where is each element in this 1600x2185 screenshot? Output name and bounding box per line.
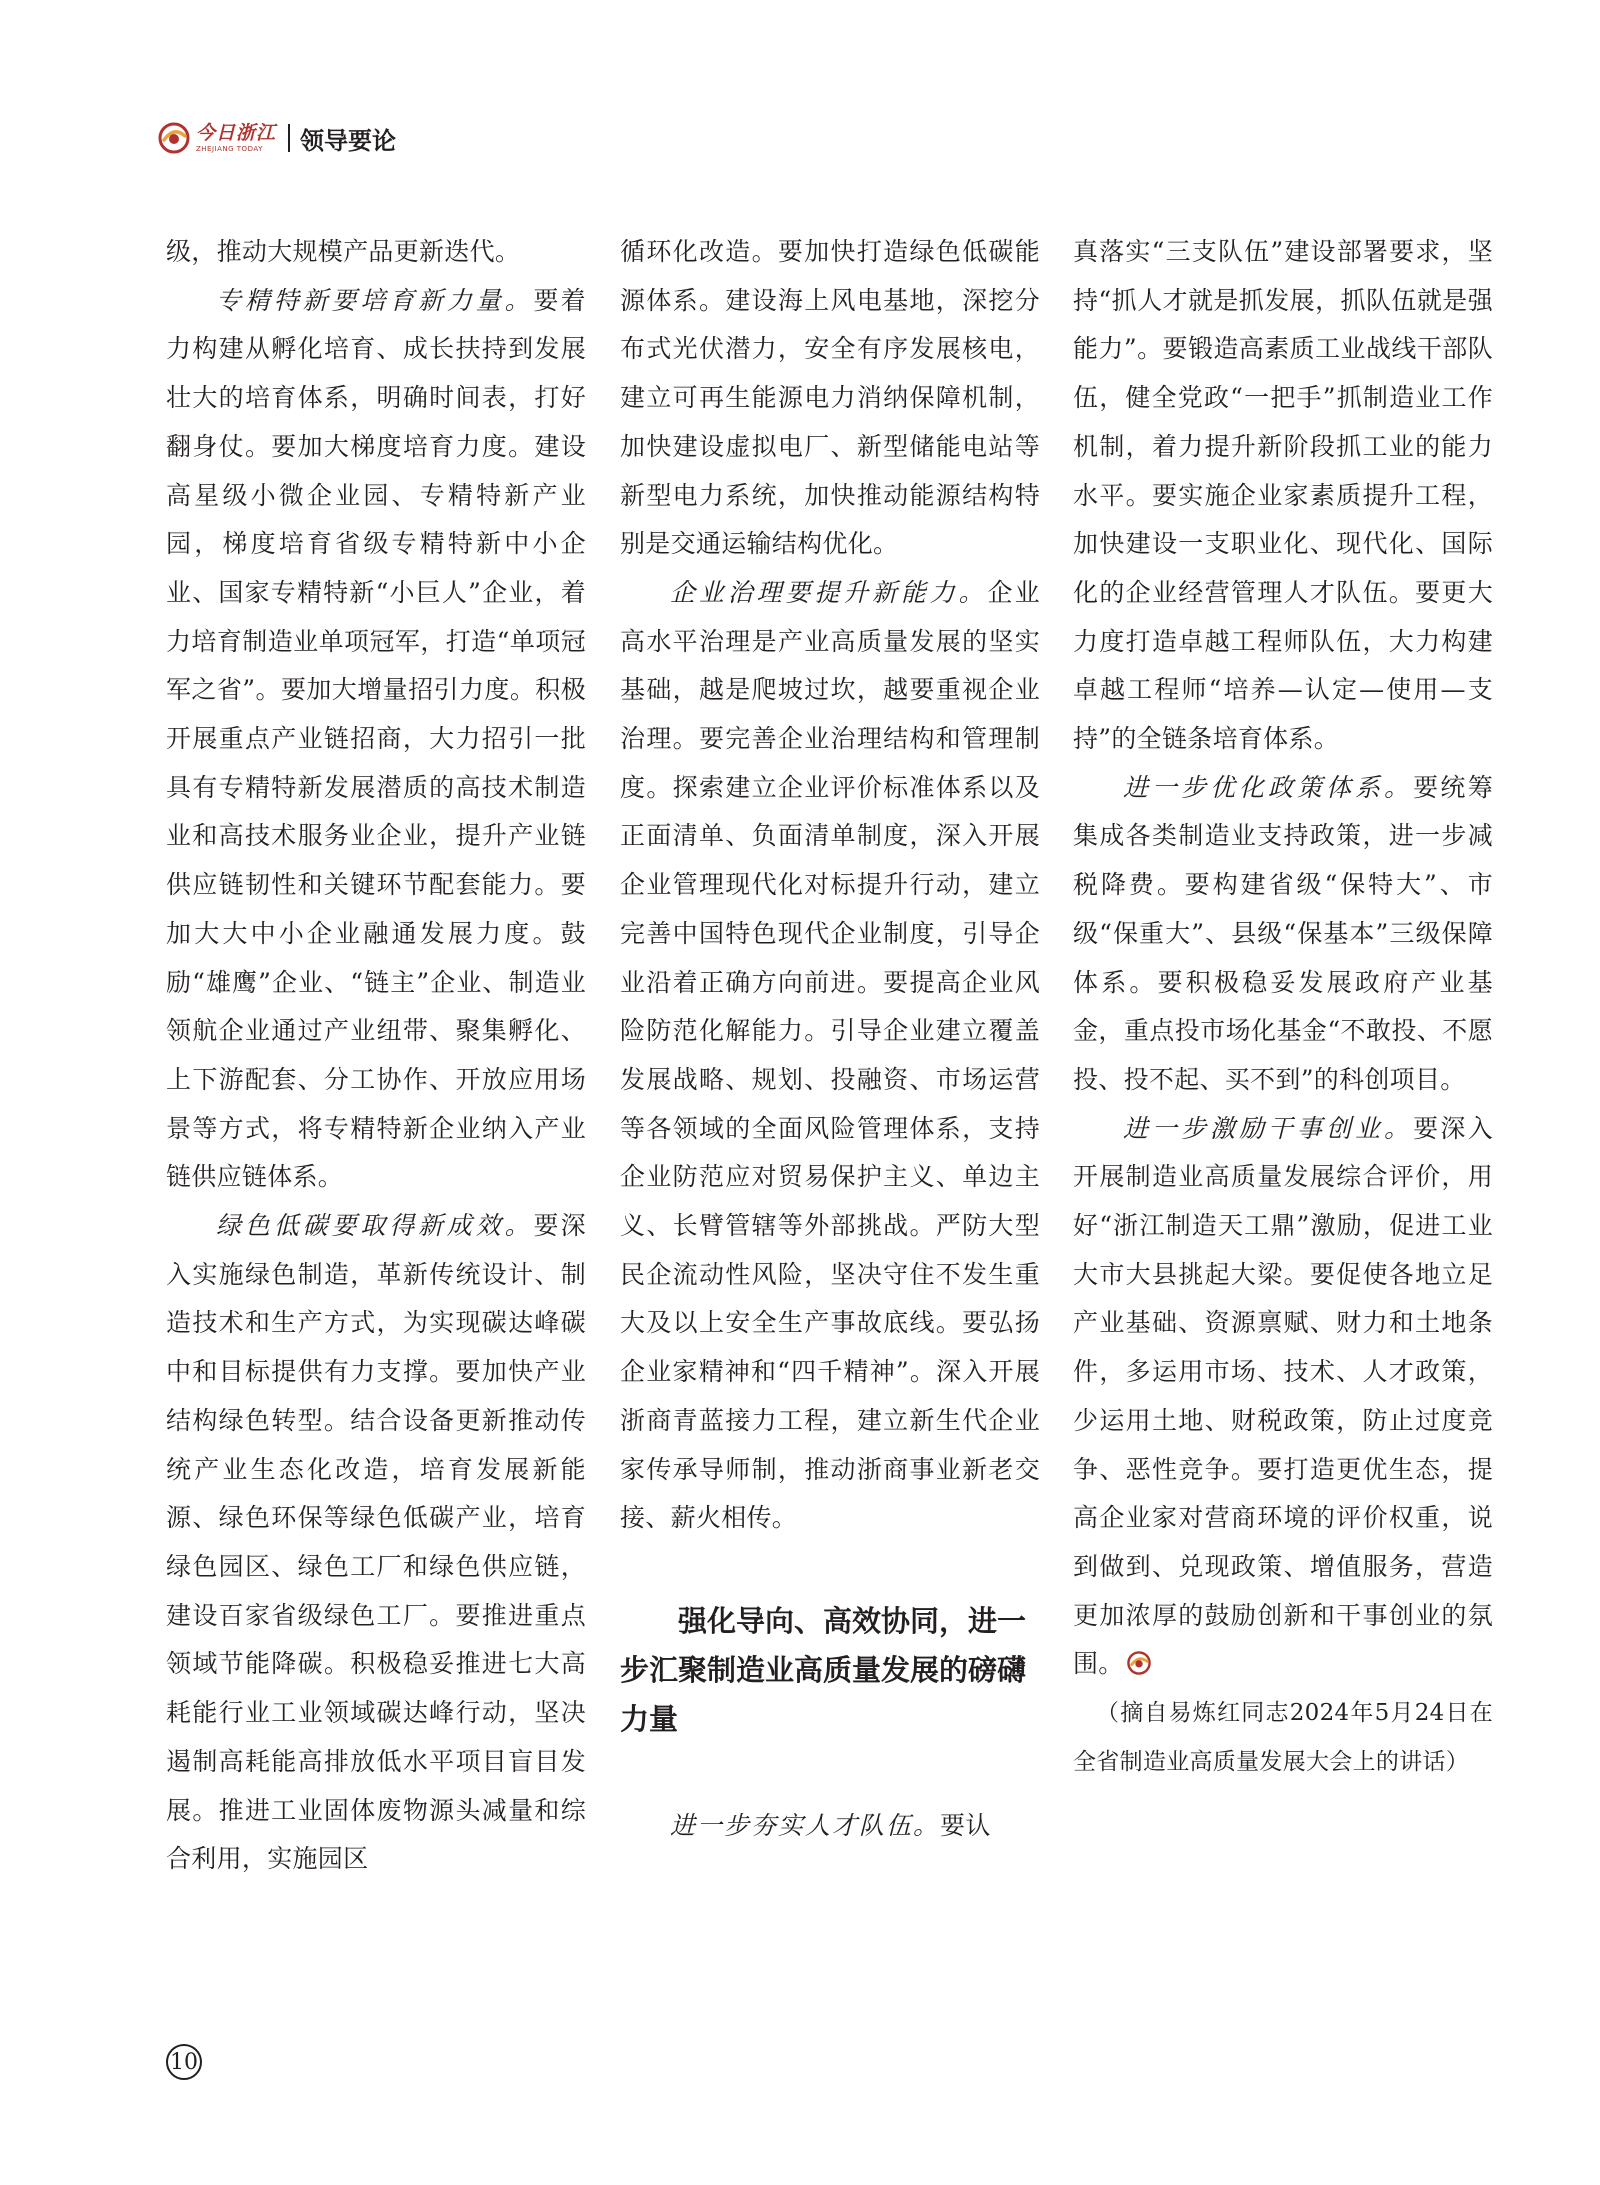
paragraph-lead: 进一步激励干事创业。	[1123, 1113, 1414, 1143]
column-1	[166, 228, 586, 1884]
paragraph-body: 要深入开展制造业高质量发展综合评价，用好“浙江制造天工鼎”激励，促进工业大市大县挑起大梁。要促使各地立足产业基础、资源禀赋、财力和土地条件，多运用市场、技术、人才政策，少运用土地、财税政策，防止过度竞争、恶性竞争。要打造更优生态，提高企业家对营商环境的评价权重，说到做到、兑现政策、增值服务，营造更加浓厚的鼓励创新和干事创业的氛围。	[1073, 1113, 1493, 1679]
paragraph: 级，推动大规模产品更新迭代。	[166, 237, 521, 266]
column-2	[620, 228, 1040, 1851]
page-header	[158, 116, 396, 160]
paragraph-body: 要着力构建从孵化培育、成长扶持到发展壮大的培育体系，明确时间表，打好翻身仗。要加大梯度培育力度。建设高星级小微企业园、专精特新产业园，梯度培育省级专精特新中小企业、国家专精特新“小巨人”企业，着力培育制造业单项冠军，打造“单项冠军之省”。要加大增量招引力度。积极开展重点产业链招商，大力招引一批具有专精特新发展潜质的高技术制造业和高技术服务业企业，提升产业链供应链韧性和关键环节配套能力。要加大大中小企业融通发展力度。鼓励“雄鹰”企业、“链主”企业、制造业领航企业通过产业纽带、聚集孵化、上下游配套、分工协作、开放应用场景等方式，将专精特新企业纳入产业链供应链体系。	[166, 285, 586, 1192]
paragraph-lead: 进一步优化政策体系。	[1123, 772, 1414, 802]
section-title: 领导要论	[300, 126, 397, 155]
paragraph-lead: 绿色低碳要取得新成效。	[216, 1211, 534, 1241]
header-divider	[288, 124, 290, 152]
source-note: （摘自易炼红同志2024年5月24日在全省制造业高质量发展大会上的讲话）	[1073, 1700, 1493, 1776]
paragraph	[166, 277, 586, 1202]
paragraph-lead: 进一步夯实人才队伍。	[670, 1810, 941, 1840]
paragraph	[1073, 764, 1493, 1105]
paragraph-body: 要统筹集成各类制造业支持政策，进一步减税降费。要构建省级“保特大”、市级“保重大”、县级“保基本”三级保障体系。要积极稳妥发展政府产业基金，重点投市场化基金“不敢投、不愿投、投不起、买不到”的科创项目。	[1073, 772, 1493, 1094]
paragraph	[620, 569, 1040, 1543]
logo	[158, 122, 276, 154]
paragraph-body: 要深入实施绿色制造，革新传统设计、制造技术和生产方式，为实现碳达峰碳中和目标提供有力支撑。要加快产业结构绿色转型。结合设备更新推动传统产业生态化改造，培育发展新能源、绿色环保等绿色低碳产业，培育绿色园区、绿色工厂和绿色供应链，建设百家省级绿色工厂。要推进重点领域节能降碳。积极稳妥推进七大高耗能行业工业领域碳达峰行动，坚决遏制高耗能高排放低水平项目盲目发展。推进工业固体废物源头减量和综合利用，实施园区	[166, 1211, 586, 1874]
logo-chinese-text: 今日浙江	[196, 121, 277, 144]
column-3	[1073, 228, 1493, 1787]
section-heading: 强化导向、高效协同，进一步汇聚制造业高质量发展的磅礴力量	[620, 1603, 1027, 1736]
brand-swirl-icon	[158, 122, 190, 154]
paragraph-lead: 专精特新要培育新力量。	[216, 285, 534, 315]
paragraph-lead: 企业治理要提升新能力。	[670, 577, 988, 607]
paragraph	[166, 1202, 586, 1884]
paragraph: 真落实“三支队伍”建设部署要求，坚持“抓人才就是抓发展，抓队伍就是强能力”。要锻造高素质工业战线干部队伍，健全党政“一把手”抓制造业工作机制，着力提升新阶段抓工业的能力水平。要实施企业家素质提升工程，加快建设一支职业化、现代化、国际化的企业经营管理人才队伍。要更大力度打造卓越工程师队伍，大力构建卓越工程师“培养—认定—使用—支持”的全链条培育体系。	[1073, 237, 1493, 754]
paragraph	[620, 1802, 1040, 1851]
logo-english-text: ZHEJIANG TODAY	[196, 144, 263, 153]
page-number	[164, 2042, 204, 2082]
paragraph: 循环化改造。要加快打造绿色低碳能源体系。建设海上风电基地，深挖分布式光伏潜力，安全有序发展核电，建立可再生能源电力消纳保障机制，加快建设虚拟电厂、新型储能电站等新型电力系统，加快推动能源结构特别是交通运输结构优化。	[620, 237, 1040, 559]
paragraph	[1073, 1105, 1493, 1689]
page-number-text: 10	[170, 2049, 198, 2075]
paragraph-body: 要认	[940, 1810, 991, 1840]
paragraph-body: 企业高水平治理是产业高质量发展的坚实基础，越是爬坡过坎，越要重视企业治理。要完善企业治理结构和管理制度。探索建立企业评价标准体系以及正面清单、负面清单制度，深入开展企业管理现代化对标提升行动，建立完善中国特色现代企业制度，引导企业沿着正确方向前进。要提高企业风险防范化解能力。引导企业建立覆盖发展战略、规划、投融资、市场运营等各领域的全面风险管理体系，支持企业防范应对贸易保护主义、单边主义、长臂管辖等外部挑战。严防大型民企流动性风险，坚决守住不发生重大及以上安全生产事故底线。要弘扬企业家精神和“四千精神”。深入开展浙商青蓝接力工程，建立新生代企业家传承导师制，推动浙商事业新老交接、薪火相传。	[620, 577, 1040, 1533]
end-mark-icon	[1126, 1650, 1152, 1676]
